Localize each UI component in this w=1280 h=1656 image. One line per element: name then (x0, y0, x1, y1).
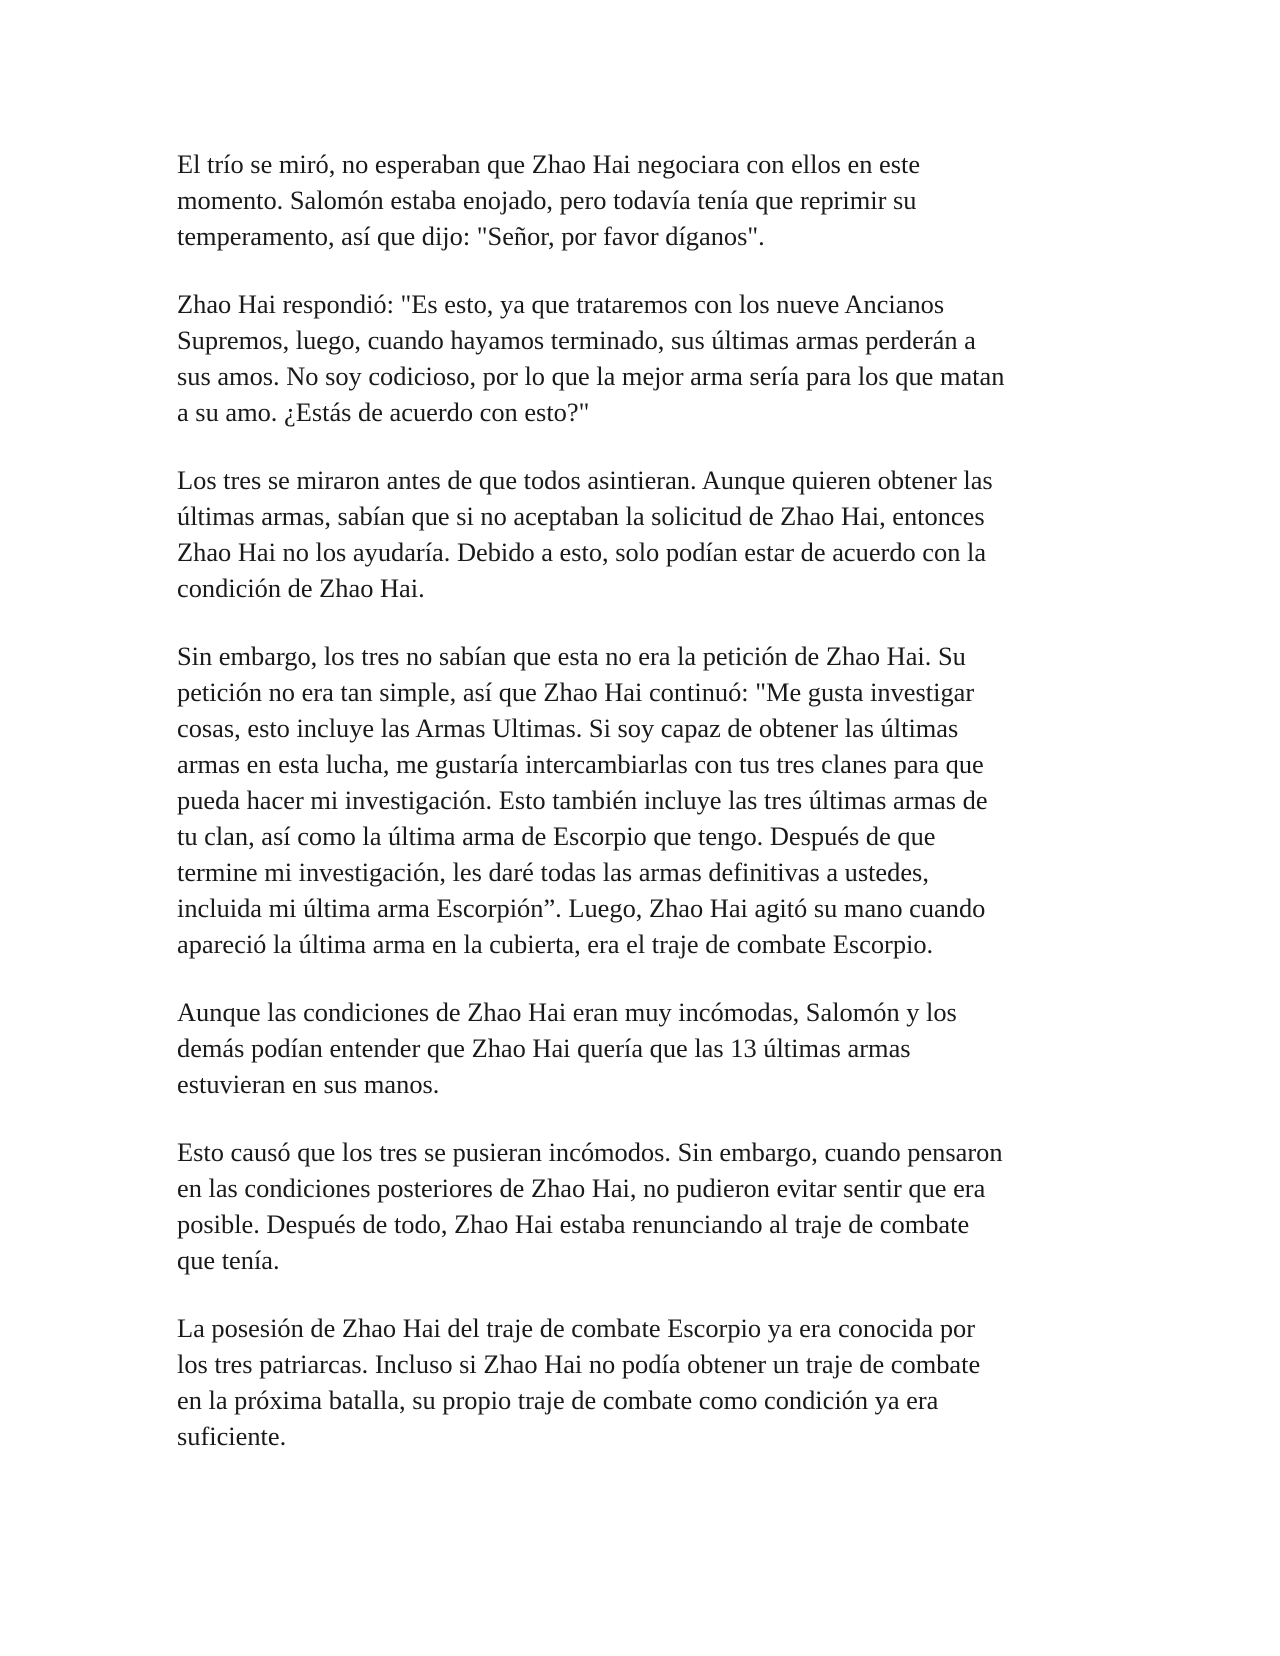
text-line: Zhao Hai respondió: "Es esto, ya que trataremos con los nueve Ancianos (177, 289, 945, 319)
text-line: a su amo. ¿Estás de acuerdo con esto?" (177, 397, 590, 427)
text-line: apareció la última arma en la cubierta, era el traje de combate Escorpio. (177, 929, 934, 959)
text-line: condición de Zhao Hai. (177, 573, 425, 603)
text-line: termine mi investigación, les daré todas las armas definitivas a ustedes, (177, 857, 929, 887)
text-line: incluida mi última arma Escorpión”. Luego, Zhao Hai agitó su mano cuando (177, 893, 986, 923)
paragraph-4 (177, 638, 1107, 962)
text-line: petición no era tan simple, así que Zhao Hai continuó: "Me gusta investigar (177, 677, 975, 707)
text-line: cosas, esto incluye las Armas Ultimas. Si soy capaz de obtener las últimas (177, 713, 959, 743)
paragraph-5 (177, 994, 1107, 1102)
text-line: en las condiciones posteriores de Zhao Hai, no pudieron evitar sentir que era (177, 1173, 986, 1203)
text-line: Sin embargo, los tres no sabían que esta no era la petición de Zhao Hai. Su (177, 641, 966, 671)
paragraph-7 (177, 1310, 1107, 1454)
text-line: Los tres se miraron antes de que todos asintieran. Aunque quieren obtener las (177, 465, 993, 495)
text-line: posible. Después de todo, Zhao Hai estaba renunciando al traje de combate (177, 1209, 970, 1239)
paragraph-1 (177, 146, 1107, 254)
text-line: en la próxima batalla, su propio traje de combate como condición ya era (177, 1385, 939, 1415)
paragraph-2 (177, 286, 1107, 430)
text-line: Zhao Hai no los ayudaría. Debido a esto, solo podían estar de acuerdo con la (177, 537, 987, 567)
text-line: Supremos, luego, cuando hayamos terminado, sus últimas armas perderán a (177, 325, 976, 355)
text-line: La posesión de Zhao Hai del traje de combate Escorpio ya era conocida por (177, 1313, 975, 1343)
text-line: El trío se miró, no esperaban que Zhao Hai negociara con ellos en este (177, 149, 921, 179)
text-line: que tenía. (177, 1245, 280, 1275)
text-line: momento. Salomón estaba enojado, pero todavía tenía que reprimir su (177, 185, 917, 215)
text-line: tu clan, así como la última arma de Escorpio que tengo. Después de que (177, 821, 936, 851)
text-line: últimas armas, sabían que si no aceptaban la solicitud de Zhao Hai, entonces (177, 501, 985, 531)
text-line: pueda hacer mi investigación. Esto también incluye las tres últimas armas de (177, 785, 988, 815)
text-line: sus amos. No soy codicioso, por lo que la mejor arma sería para los que matan (177, 361, 1005, 391)
text-line: suficiente. (177, 1421, 287, 1451)
text-line: Aunque las condiciones de Zhao Hai eran muy incómodas, Salomón y los (177, 997, 957, 1027)
text-line: armas en esta lucha, me gustaría intercambiarlas con tus tres clanes para que (177, 749, 984, 779)
paragraph-6 (177, 1134, 1107, 1278)
document-body (177, 146, 1107, 1486)
text-line: temperamento, así que dijo: "Señor, por favor díganos". (177, 221, 765, 251)
text-line: los tres patriarcas. Incluso si Zhao Hai no podía obtener un traje de combate (177, 1349, 981, 1379)
text-line: demás podían entender que Zhao Hai quería que las 13 últimas armas (177, 1033, 911, 1063)
text-line: estuvieran en sus manos. (177, 1069, 440, 1099)
paragraph-3 (177, 462, 1107, 606)
text-line: Esto causó que los tres se pusieran incómodos. Sin embargo, cuando pensaron (177, 1137, 1003, 1167)
